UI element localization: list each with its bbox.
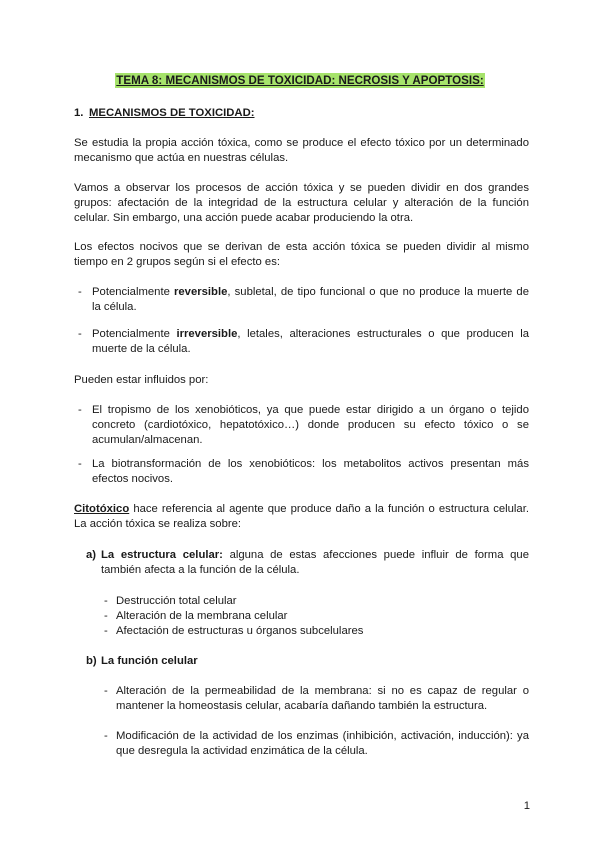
list-item-text: Afectación de estructuras u órganos subcelulares [116,625,364,637]
bullet-text: La biotransformación de los xenobióticos: los metabolitos activos presentan más efectos nocivos. [92,458,529,485]
page-title [0,73,600,88]
bullet-dash: - [78,286,82,298]
paragraph-4: Pueden estar influidos por: [74,374,209,386]
list-item-text: Destrucción total celular [116,595,237,607]
page-number: 1 [523,800,530,812]
bullet-text [92,327,529,357]
list-dash: - [104,610,108,622]
item-a [86,548,529,578]
bullet-text-post: , letales, alteraciones estructurales o que producen la muerte de la célula. [92,328,529,355]
item-b-marker: b) [86,655,97,667]
item-a-list-1 [100,609,529,624]
item-b-list-1 [100,729,529,759]
item-b-list-0 [100,684,529,714]
paragraph-3: Los efectos nocivos que se derivan de esta acción tóxica se pueden dividir al mismo tiempo en 2 grupos según si el efecto es: [74,241,529,268]
bullet-dash: - [78,404,82,416]
list-item-text: Modificación de la actividad de los enzimas (inhibición, activación, inducción): ya que desregula la actividad enzimática de la célula. [116,730,529,757]
item-a-bold: La estructura celular: [101,549,223,561]
bullet-biotransformacion [74,457,529,487]
bullet-bold-term: irreversible [176,328,238,340]
section-heading [74,106,255,121]
bullet-text-post: , subletal, de tipo funcional o que no produce la muerte de la célula. [92,286,529,313]
list-dash: - [104,595,108,607]
item-b-bold: La función celular [101,655,198,667]
bullet-text-pre: Potencialmente [92,328,177,340]
item-a-rest: alguna de estas afecciones puede influir de forma que también afecta a la función de la célula. [101,549,529,576]
bullet-dash: - [78,328,82,340]
item-b-text [101,654,529,669]
item-a-text [101,548,529,578]
bullet-irreversible [74,327,529,357]
section-number: 1. [74,107,84,119]
term-citotoxico: Citotóxico [74,503,130,515]
section-label: MECANISMOS DE TOXICIDAD: [89,107,255,119]
list-item-text: Alteración de la permeabilidad de la membrana: si no es capaz de regular o mantener la homeostasis celular, acabaría dañando también la estructura. [116,685,529,712]
item-b [86,654,529,669]
bullet-reversible [74,285,529,315]
bullet-dash: - [78,458,82,470]
paragraph-5 [74,502,529,532]
list-item-text: Alteración de la membrana celular [116,610,288,622]
paragraph-2: Vamos a observar los procesos de acción tóxica y se pueden dividir en dos grandes grupos: afectación de la integridad de la estructura celular y alteración de la función celular. Sin embargo, una acción puede acabar produciendo la otra. [74,182,529,224]
page-title-text: TEMA 8: MECANISMOS DE TOXICIDAD: NECROSIS Y APOPTOSIS: [116,74,484,87]
list-dash: - [104,685,108,697]
item-a-list-2 [100,624,529,639]
bullet-tropismo [74,403,529,448]
bullet-bold-term: reversible [174,286,228,298]
bullet-text-pre: Potencialmente [92,286,174,298]
item-a-list-0 [100,594,529,609]
list-dash: - [104,625,108,637]
paragraph-1: Se estudia la propia acción tóxica, como se produce el efecto tóxico por un determinado mecanismo que actúa en nuestras células. [74,137,529,164]
item-a-marker: a) [86,549,97,561]
list-dash: - [104,730,108,742]
paragraph-5-rest: hace referencia al agente que produce daño a la función o estructura celular. La acción tóxica se realiza sobre: [74,503,529,530]
bullet-text: El tropismo de los xenobióticos, ya que puede estar dirigido a un órgano o tejido concreto (cardiotóxico, hepatotóxico…) donde producen su efecto tóxico o se acumulan/almacenan. [92,404,529,446]
bullet-text [92,285,529,315]
